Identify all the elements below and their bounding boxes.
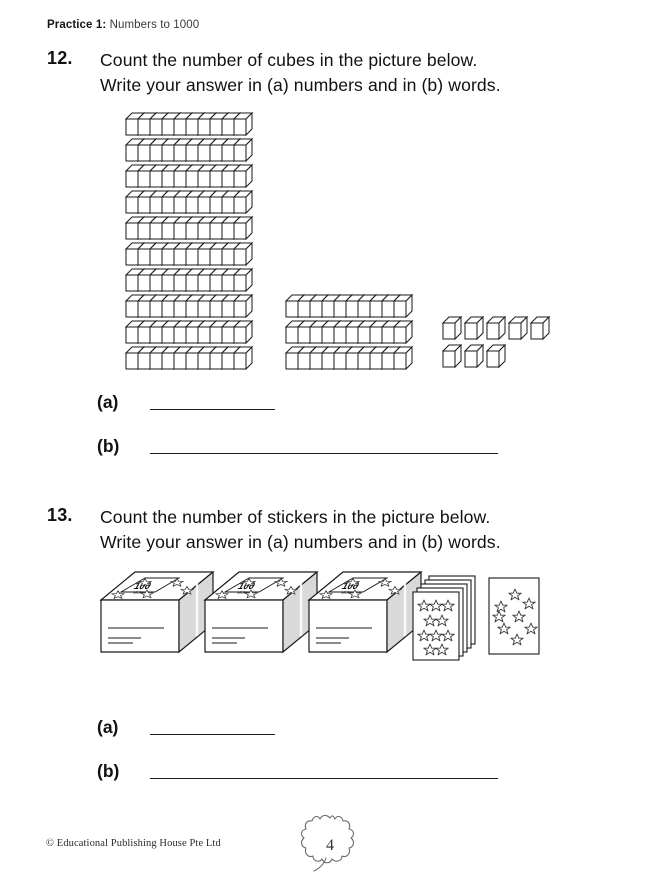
sticker-box-2 bbox=[205, 572, 317, 652]
answer-12b-label: (b) bbox=[97, 436, 120, 456]
practice-topic: Numbers to 1000 bbox=[106, 19, 200, 31]
leaf-icon-svg bbox=[296, 812, 364, 878]
question-13-line1: Count the number of stickers in the picture below. bbox=[100, 507, 491, 527]
sticker-loose-sheet bbox=[489, 578, 539, 654]
answer-13b-blank[interactable] bbox=[150, 778, 498, 779]
question-13-line2: Write your answer in (a) numbers and in (b) words. bbox=[100, 532, 501, 552]
page-number: 4 bbox=[326, 837, 334, 854]
stickers-illustration-svg: 100 stickers bbox=[0, 0, 650, 700]
answer-row-13b bbox=[47, 761, 607, 805]
answer-13a-label: (a) bbox=[97, 717, 119, 737]
question-12-line1: Count the number of cubes in the picture below. bbox=[100, 50, 478, 70]
answer-12a-label: (a) bbox=[97, 392, 119, 412]
question-13-answers bbox=[47, 717, 607, 805]
leaf-icon bbox=[296, 812, 364, 883]
question-12-line2: Write your answer in (a) numbers and in (b) words. bbox=[100, 75, 501, 95]
practice-label: Practice 1: bbox=[47, 19, 107, 31]
sticker-box-1 bbox=[101, 572, 213, 652]
answer-13a-blank[interactable] bbox=[150, 734, 275, 735]
copyright-notice: © Educational Publishing House Pte Ltd bbox=[46, 838, 221, 849]
answer-13b-label: (b) bbox=[97, 761, 120, 781]
sticker-box-3 bbox=[309, 572, 421, 652]
question-13-number: 13. bbox=[47, 505, 73, 525]
sticker-sheet-stack bbox=[413, 576, 475, 660]
question-12-number: 12. bbox=[47, 48, 73, 68]
answer-row-13a bbox=[47, 717, 607, 761]
